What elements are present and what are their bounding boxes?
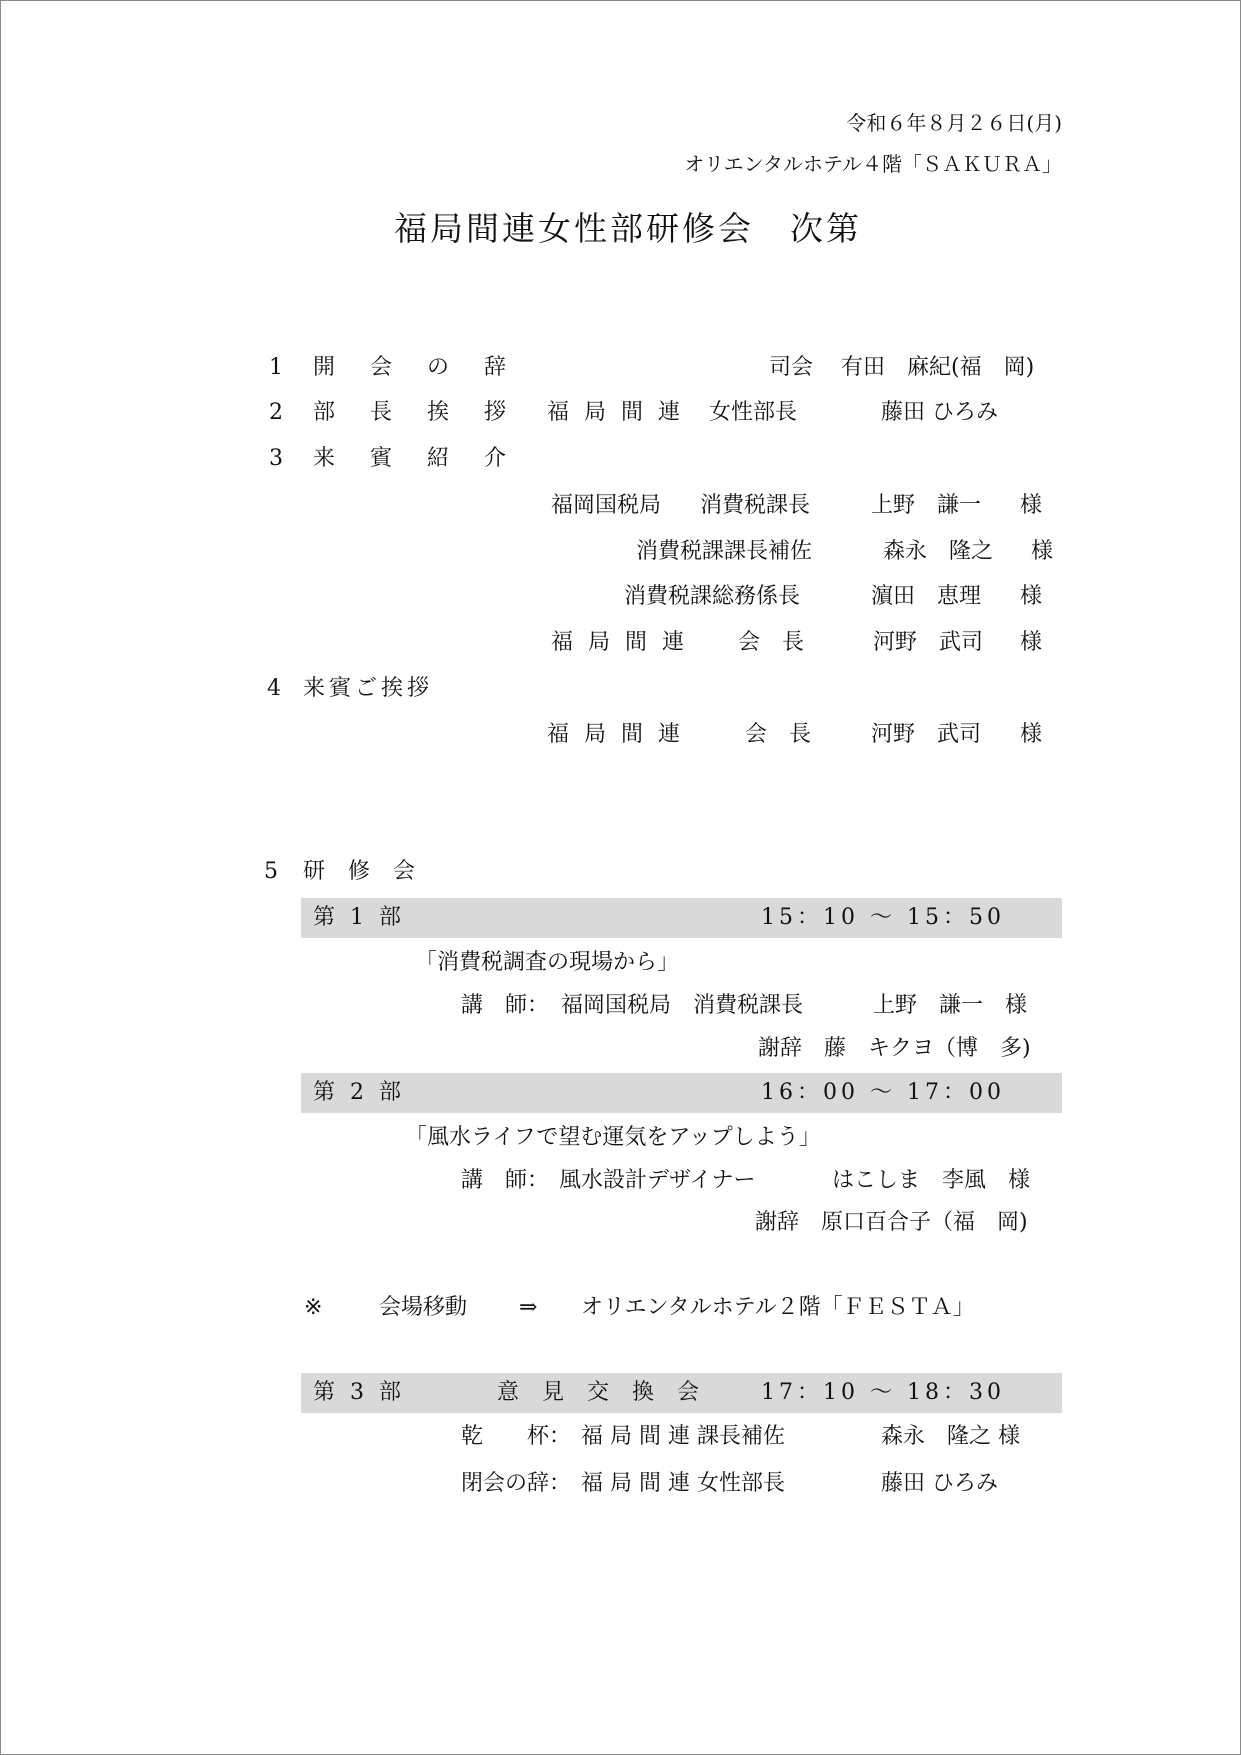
part-3-event: 意 見 交 換 会 [497,1380,707,1405]
item-4-name: 河野 武司 [871,722,982,747]
venue-move-label: 会場移動 [379,1295,468,1320]
item-2-name: 藤田 ひろみ [881,400,998,425]
toast-name: 森永 隆之 様 [881,1424,1020,1449]
guest-2-name: 森永 隆之 [883,539,994,564]
guest-1-honorific: 様 [1020,493,1043,518]
closing-name: 藤田 ひろみ [881,1471,998,1496]
guest-1-name: 上野 謙一 [871,493,982,518]
guest-1-org: 福岡国税局 [551,493,662,518]
guest-3-name: 濵田 恵理 [871,584,982,609]
part-2-time: 16：00 ～ 17：00 [761,1080,1005,1105]
guest-4-name: 河野 武司 [873,630,984,655]
part-1-theme: 「消費税調査の現場から」 [415,950,680,975]
header-venue: オリエンタルホテル４階「ＳＡＫＵＲＡ」 [684,152,1062,176]
part-2-lecturer-name: はこしま 李風 様 [832,1168,1031,1193]
item-3-label: 来 賓 紹 介 [313,446,520,471]
header-date: 令和６年８月２６日(月) [846,111,1062,135]
part-1-lecturer-name: 上野 謙一 様 [873,993,1028,1018]
item-5-label: 研 修 会 [303,859,423,884]
item-2-label: 部 長 挨 拶 [313,400,520,425]
item-4-org: 福 局 間 連 [547,722,684,747]
venue-move-destination: オリエンタルホテル２階「ＦＥＳＴＡ」 [581,1295,975,1320]
guest-4-org: 福 局 間 連 [551,630,688,655]
item-1-number: 1 [269,355,283,380]
note-mark: ※ [304,1295,323,1320]
part-2-theme: 「風水ライフで望む運気をアップしよう」 [405,1125,821,1150]
item-4-role: 会 長 [745,722,812,747]
guest-2-role: 消費税課課長補佐 [636,539,813,564]
item-4-honorific: 様 [1020,722,1043,747]
closing-label: 閉会の辞： [461,1471,572,1496]
part-3-time: 17：10 ～ 18：30 [761,1380,1005,1405]
guest-3-honorific: 様 [1020,584,1043,609]
part-1-lecturer-label: 講 師： [461,993,550,1018]
guest-1-role: 消費税課長 [700,493,811,518]
part-1-label: 第 1 部 [313,905,405,930]
closing-org: 福 局 間 連 女性部長 [581,1471,785,1496]
part-1-thanks: 謝辞 藤 キクヨ（博 多) [758,1036,1031,1061]
item-2-org: 福 局 間 連 [547,400,684,425]
guest-3-role: 消費税課総務係長 [624,584,801,609]
item-2-role: 女性部長 [709,400,798,425]
item-1-mc-name: 有田 麻紀(福 岡) [841,355,1035,380]
part-1-lecturer-org: 福岡国税局 消費税課長 [561,993,804,1018]
toast-org: 福 局 間 連 課長補佐 [581,1424,785,1449]
item-4-number: 4 [267,676,281,701]
part-2-lecturer-label: 講 師： [461,1168,550,1193]
part-2-label: 第 2 部 [313,1080,405,1105]
arrow-icon: ⇒ [519,1295,538,1320]
guest-4-honorific: 様 [1020,630,1043,655]
item-2-number: 2 [269,400,283,425]
item-1-mc-label: 司会 [769,355,814,380]
item-5-number: 5 [264,859,278,884]
part-3-label: 第 3 部 [313,1380,405,1405]
part-1-time: 15：10 ～ 15：50 [761,905,1005,930]
item-3-number: 3 [269,446,283,471]
part-2-thanks: 謝辞 原口百合子（福 岡) [755,1210,1028,1235]
item-1-label: 開 会 の 辞 [313,355,520,380]
guest-4-role: 会 長 [738,630,805,655]
guest-2-honorific: 様 [1031,539,1054,564]
page-title: 福局間連女性部研修会 次第 [394,209,862,248]
item-4-label: 来賓ご挨拶 [303,676,434,701]
part-2-lecturer-org: 風水設計デザイナー [559,1168,756,1193]
toast-label: 乾 杯： [461,1424,572,1449]
